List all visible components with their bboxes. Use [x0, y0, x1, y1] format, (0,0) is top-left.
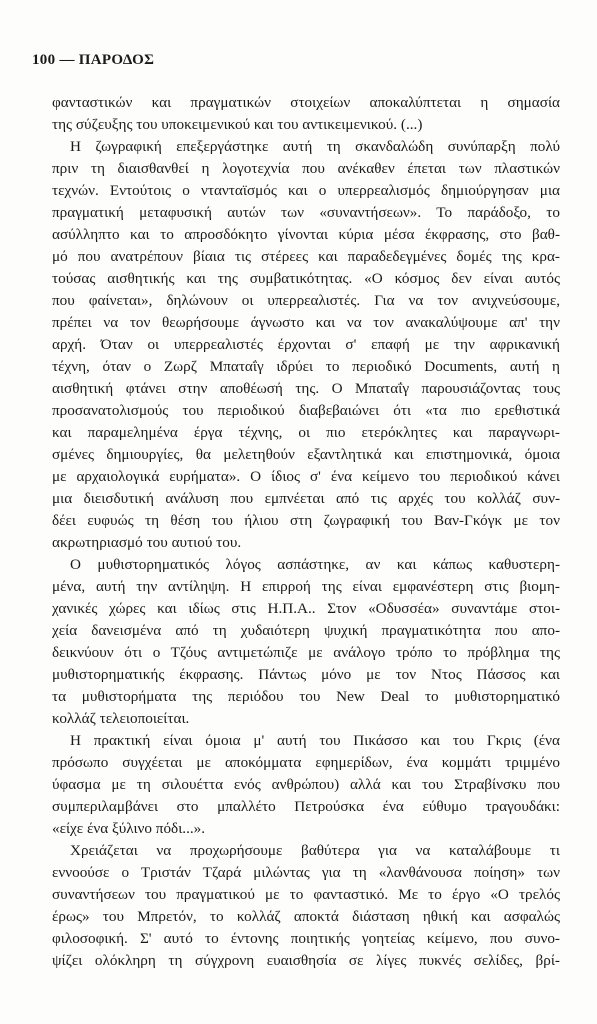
text-line: Η πρακτική είναι όμοια μ' αυτή του Πικάσσο και του Γκρις (ένα [70, 732, 560, 749]
paragraph-3 [52, 554, 560, 730]
text-line: της σύζευξης του υποκειμενικού και του αντικειμενικού. (...) [52, 116, 423, 133]
text-line: Η ζωγραφική επεξεργάστηκε αυτή τη σκανδαλώδη συνύπαρξη πολύ [70, 138, 560, 155]
text-line: «είχε ένα ξύλινο πόδι...». [52, 820, 206, 837]
text-line: προσανατολισμούς του περιοδικού διαβεβαιώνει ότι «τα πιο ερεθιστικά [52, 402, 560, 419]
text-line: συμπεριλαμβάνει στο μπαλλέτο Πετρούσκα ένα εύθυμο τραγουδάκι: [52, 798, 560, 815]
text-line: ψίζει ολόκληρη τη σύγχρονη ευαισθησία σε λίγες πυκνές σελίδες, βρί- [52, 952, 560, 969]
paragraph-4 [52, 730, 560, 840]
text-line: ακρωτηριασμό του αυτιού του. [52, 534, 242, 551]
text-line: τεχνών. Εντούτοις ο ντανταϊσμός και ο υπερρεαλισμός δημιούργησαν μια [52, 182, 560, 199]
text-line: φανταστικών και πραγματικών στοιχείων αποκαλύπτεται η σημασία [52, 94, 560, 111]
text-line: ύφασμα με τη σιλουέττα ενός ανθρώπου) αλλά και του Στραβίνσκυ που [52, 776, 560, 793]
text-line: πρόσωπο συγχέεται με αποκόμματα εφημερίδων, ένα κομμάτι τριμμένο [52, 754, 560, 771]
text-line: κολλάζ τελειοποιείται. [52, 710, 190, 727]
text-line: πραγματική μεταφυσική αυτών των «συναντήσεων». Το παράδοξο, το [52, 204, 560, 221]
text-line: συναντήσεων του πραγματικού με το φανταστικό. Με το έργο «Ο τρελός [52, 886, 560, 903]
text-line: χανικές χώρες και ιδίως στις Η.Π.Α.. Στον «Οδυσσέα» συναντάμε στοι- [52, 600, 560, 617]
text-line: τέχνη, όταν ο Ζωρζ Μπαταΐγ ιδρύει το περιοδικό Documents, αυτή η [52, 358, 560, 375]
text-line: μένα, αυτή την αντίληψη. Η επιρροή της είναι εμφανέστερη στις βιομη- [52, 578, 560, 595]
text-line: φιλοσοφική. Σ' αυτό το έντονης ποιητικής γοητείας κείμενο, που συνο- [52, 930, 560, 947]
text-line: μό που ανατρέπουν βίαια τις στέρεες και παραδεδεγμένες δομές της κρα- [52, 248, 560, 265]
text-line: ασύλληπτο και το απροσδόκητο γίνονται κύρια μέσα έκφρασης, στο βαθ- [52, 226, 560, 243]
text-line: σμένες δημιουργίες, θα μελετηθούν εξαντλητικά και επιστημονικά, όμοια [52, 446, 560, 463]
text-line: Χρειάζεται να προχωρήσουμε βαθύτερα για να καταλάβουμε τι [70, 842, 560, 859]
body-text [52, 92, 560, 972]
paragraph-1 [52, 92, 560, 136]
text-line: και παραμελημένα έργα τέχνης, οι πιο ετερόκλητες και παραγνωρι- [52, 424, 560, 441]
text-line: αισθητική φτάνει στην αποθέωσή της. Ο Μπαταΐγ παρουσιάζοντας τους [52, 380, 560, 397]
text-line: με αρχαιολογικά ευρήματα». Ο ίδιος σ' ένα κείμενο του περιοδικού κάνει [52, 468, 560, 485]
running-head: 100 — ΠΑΡΟΔΟΣ [32, 52, 155, 68]
paragraph-5 [52, 840, 560, 972]
text-line: τούσας αισθητικής και της συμβατικότητας. «Ο κόσμος δεν είναι αυτός [52, 270, 560, 287]
text-line: Ο μυθιστορηματικός λόγος ασπάστηκε, αν και κάπως καθυστερη- [70, 556, 560, 573]
text-line: χεία δανεισμένα από τη χυδαιότερη ψυχική πραγματικότητα που απο- [52, 622, 560, 639]
text-line: μια διεισδυτική ανάλυση που εμπνέεται από τις αρχές του κολλάζ συν- [52, 490, 560, 507]
paragraph-2 [52, 136, 560, 554]
text-line: μυθιστορηματικής έκφρασης. Πάντως μόνο με τον Ντος Πάσσος και [52, 666, 560, 683]
text-line: τα μυθιστορήματα της περιόδου του New Deal το μυθιστορηματικό [52, 688, 560, 705]
text-line: πρέπει να τον θεωρήσουμε άγνωστο και να τον ανακαλύψουμε απ' την [52, 314, 560, 331]
text-line: δέει ευφυώς τη θέση του ήλιου στη ζωγραφική του Βαν-Γκόγκ με τον [52, 512, 560, 529]
text-line: πριν τη διαισθανθεί η λογοτεχνία που ανέκαθεν έπεται των πλαστικών [52, 160, 560, 177]
text-line: έρως» του Μπρετόν, το κολλάζ αποκτά διάσταση ηθική και ασφαλώς [52, 908, 560, 925]
text-line: εννοούσε ο Τριστάν Τζαρά μιλώντας για τη «λανθάνουσα ποίηση» των [52, 864, 560, 881]
text-line: που φαίνεται», δηλώνουν οι υπερρεαλιστές. Για να τον ανιχνεύσουμε, [52, 292, 560, 309]
text-line: αρχή. Όταν οι υπερρεαλιστές έρχονται σ' επαφή με την αφρικανική [52, 336, 560, 353]
text-line: δεικνύουν ότι ο Τζόυς αντιμετώπιζε με ανάλογο τρόπο το πρόβλημα της [52, 644, 560, 661]
